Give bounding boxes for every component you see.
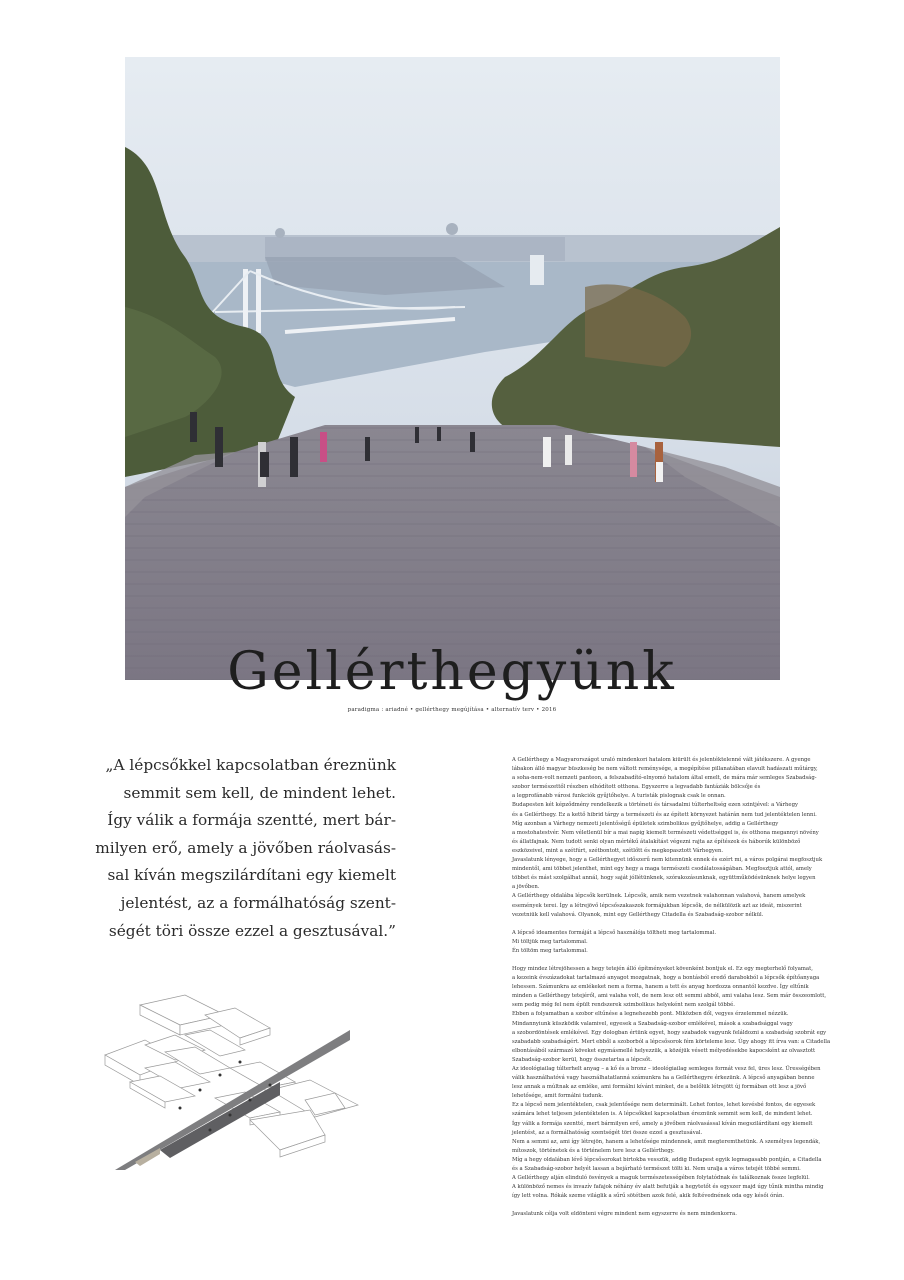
body-line: a jövőben. <box>512 884 540 891</box>
body-line: A Gellérthegy alján elinduló ösvények a maguk természetességében folytatódnak és találkoznak össze legfelül. <box>512 1175 810 1182</box>
body-line: Mindannyiunk küszködik valamivel, egyesek a Szabadság-szobor emlékével, mások a szabadsággal vagy <box>512 1020 793 1027</box>
body-line: a legprofánabb városi funkciók gyűjtőhelye. A turisták pislognak csak le onnan. <box>512 793 726 800</box>
body-line: Nem a semmi az, ami így létrejön, hanem a lehetősége mindennek, amit megteremthetünk. A személyes legendák, <box>512 1138 821 1145</box>
quote-line: „A lépcsőkkel kapcsolatban éreznünk <box>105 756 396 774</box>
body-line: sem pedig még fel nem épült rendszerek szimbolikus helyeként nem szolgál többé. <box>512 1002 735 1009</box>
body-line: a soha-nem-volt nemzeti panteon, a felszabadító-elnyomó hatalom által emelt, de mára már semleges Szabadság- <box>512 775 817 782</box>
body-line: a mostohatestvér. Nem véletlenül bír a mai napig kiemelt természeti védettséggel is, és otthona megannyi növény <box>512 829 819 836</box>
body-line: minden a Gellérthegy tetejéről, ami valaha volt, de nem lesz ott semmi abból, ami valaha lesz. Sem már összeomlott, <box>512 993 827 1000</box>
quote-line: Így válik a formája szentté, mert bár- <box>107 811 396 830</box>
body-line: Szabadság-szobor kerül, hogy összetartsa a lépcsőt. <box>512 1056 652 1063</box>
body-line: elbontásából származó köveket egymásmellé helyezzük, a közéjük vésett mélyedésekbe kapocsként az olvasztott <box>512 1047 816 1054</box>
axonometric-drawing <box>100 990 360 1170</box>
body-line: mindentől, ami többet jelenthet, mint egy hegy a maga természeti csodálatosságában. Megfosztjuk attól, amely <box>512 866 812 873</box>
body-line <box>512 1201 842 1210</box>
body-line: lehetősége, amit formálni tudunk. <box>512 1093 604 1100</box>
body-line: lesz annak a múltnak az emléke, ami formálni kívánt minket, de a belőlük létrejött új formában ott lesz a jövő <box>512 1084 807 1091</box>
body-line: Ebben a folyamatban a szobor eltűnése a legnehezebb pont. Miközben dől, vegyes érzelemmel nézzük. <box>512 1011 789 1018</box>
body-line: szobor természettől részben elhódított otthona. Egyszerre a legvadabb fantáziák bölcsője és <box>512 784 761 791</box>
body-line: Budapesten két képződmény rendelkezik a történeti és társadalmi túlterheltség ezen szintjével: a Várhegy <box>512 802 798 809</box>
body-line: eszközeivel, mint a szétfúrt, szétbontott, szétlőtt és megkopasztott Várhegyen. <box>512 847 724 854</box>
pull-quote <box>70 752 396 945</box>
body-line: Mi töltjük meg tartalommal. <box>512 938 588 945</box>
quote-line: ségét töri össze ezzel a gesztusával.” <box>108 921 396 940</box>
page-subtitle: paradigma : ariadné • gellérthegy megújítása • alternatív terv • 2016 <box>347 707 557 713</box>
body-line: a kezeink évszázadokat tartalmazó anyagot mozgatnak, hogy a bontásból eredő darabokból a lépcsők építőanyaga <box>512 975 820 982</box>
body-line: lábakon álló magyar büszkeség be nem váltott reménysége, a megépítése pillanatában elavult hadászati műtárgy, <box>512 766 818 773</box>
quote-line: jelentést, az a formálhatóság szent- <box>120 893 396 912</box>
body-line: számára lehet teljesen jelentéktelen is. A lépcsőkkel kapcsolatban éreznünk semmit sem kell, de mindent lehet. <box>512 1111 813 1118</box>
body-line: vezetniük kell valahová. Olyanok, mint egy Gellérthegy Citadella és Szabadság-szobor nélkül. <box>512 911 764 918</box>
body-line: A Gellérthegy a Magyarországot uraló mindenkori hatalom kiürült és jelentéktelenné vált játékszere. A gyenge <box>512 757 811 763</box>
body-line: válik használhatóvá vagy használhatatlanná számunkra ha a Gellérthegyre érkezünk. A lépcső anyagában benne <box>512 1075 815 1082</box>
body-line: és a Gellérthegy. Ez a kettő hibrid tárgy a természeti és az épített környezet határán nem tud jelentéktelen lenni. <box>512 811 817 818</box>
body-line: Ez a lépcső nem jelentéktelen, csak jelentősége nem determinált. Lehet fontos, lehet kevésbé fontos, de egyesek <box>512 1102 816 1109</box>
hero-photo <box>125 57 780 680</box>
body-line: A Gellérthegy oldalába lépcsők kerülnek. Lépcsők, amik nem vezetnek valahonnan valahová, hanem amelyek <box>512 893 806 900</box>
body-line: jelentést, az a formálhatóság szentségét töri össze ezzel a gesztusával. <box>512 1129 703 1136</box>
quote-line: semmit sem kell, de mindent lehet. <box>123 783 396 802</box>
body-line: a szobordöntések emlékével. Egy dologban értünk egyet, hogy szabadok vagyunk feláldozni a szabadság szobrát egy <box>512 1029 827 1036</box>
body-line: A lépcső ideamentes formáját a lépcső használója töltheti meg tartalommal. <box>512 929 716 936</box>
body-line <box>512 956 842 965</box>
body-text <box>512 756 842 1220</box>
body-line: így lett volna. Rókák szeme világlik a sűrű sötétben azok felé, akik feltévednének oda egy késői órán. <box>512 1193 785 1200</box>
body-line: Míg a hegy oldalában lévő lépcsősorokat birtokba vesszük, addig Budapest egyik legmagasabb pontján, a Citadella <box>512 1156 822 1163</box>
body-line: Javaslatunk célja volt eldönteni végre mindent nem egyszerre és nem mindenkorra. <box>512 1211 737 1218</box>
body-line: mítoszok, történetek és a történelem tere lesz a Gellérthegy. <box>512 1147 675 1154</box>
quote-line: sal kíván megszilárdítani egy kiemelt <box>107 866 396 885</box>
body-line: lehessen. Számunkra az emlékeket nem a forma, hanem a tett és anyag hordozza onnantól kezdve. Így eltűnik <box>512 984 809 991</box>
body-line: többet és mást szolgálhat annál, hogy saját jóllétünknek, szórakozásunknak, együttműködésünknek helye legyen <box>512 875 816 882</box>
photo-illustration <box>125 57 780 680</box>
body-line: Hogy mindez létrejöhessen a hegy tetején álló építményeket kövenként bontjuk el. Ez egy megterhelő folyamat, <box>512 965 813 972</box>
body-line: A különböző nemes és invazív fafajok néhány év alatt befutják a hegytetőt és egyszer majd úgy tűnik mintha mindig <box>512 1184 824 1191</box>
body-line: szabadabb szabadságért. Mert ebből a szoborból a lépcsősorok fém körteleme lesz. Úgy ahogy itt írva van: a Citadella <box>512 1038 831 1045</box>
body-line: és a Szabadság-szobor helyét lassan a bejárható természet tölti ki. Nem uralja a város tetejét többé semmi. <box>512 1166 801 1173</box>
body-line: Az ideológiailag túlterhelt anyag – a kő és a bronz – ideológiailag semleges formát vesz fel, üres lesz. Ürességében <box>512 1066 821 1072</box>
body-line: és állatfajnak. Nem tudott senki olyan mértékű átalakítást végezni rajta az építészek és háborúk különböző <box>512 838 801 845</box>
page-title: Gellérthegyünk <box>227 642 677 702</box>
body-line: Míg azonban a Várhegy nemzeti jelentőségű épületek szimbolikus gyűjtőhelye, addig a Gellérthegy <box>512 820 779 827</box>
body-line: Javaslatunk lényege, hogy a Gellérthegyet időszerű nem kitennünk ennek és ezért mi, a város polgárai megfosztjuk <box>512 857 823 864</box>
staircase-axonometric <box>100 990 360 1170</box>
body-line <box>512 920 842 929</box>
quote-line: milyen erő, amely a jövőben ráolvasás- <box>95 838 396 857</box>
body-line: Én töltöm meg tartalommal. <box>512 947 588 954</box>
body-line: események terei. Így a létrejövő lépcsőszakaszok formájukban lépcsők, de nélkülözik azt az ideát, miszerint <box>512 902 802 909</box>
body-line: Így válik a formája szentté, mert bármilyen erő, amely a jövőben ráolvasással kíván megszilárdítani egy kiemelt <box>512 1120 813 1127</box>
